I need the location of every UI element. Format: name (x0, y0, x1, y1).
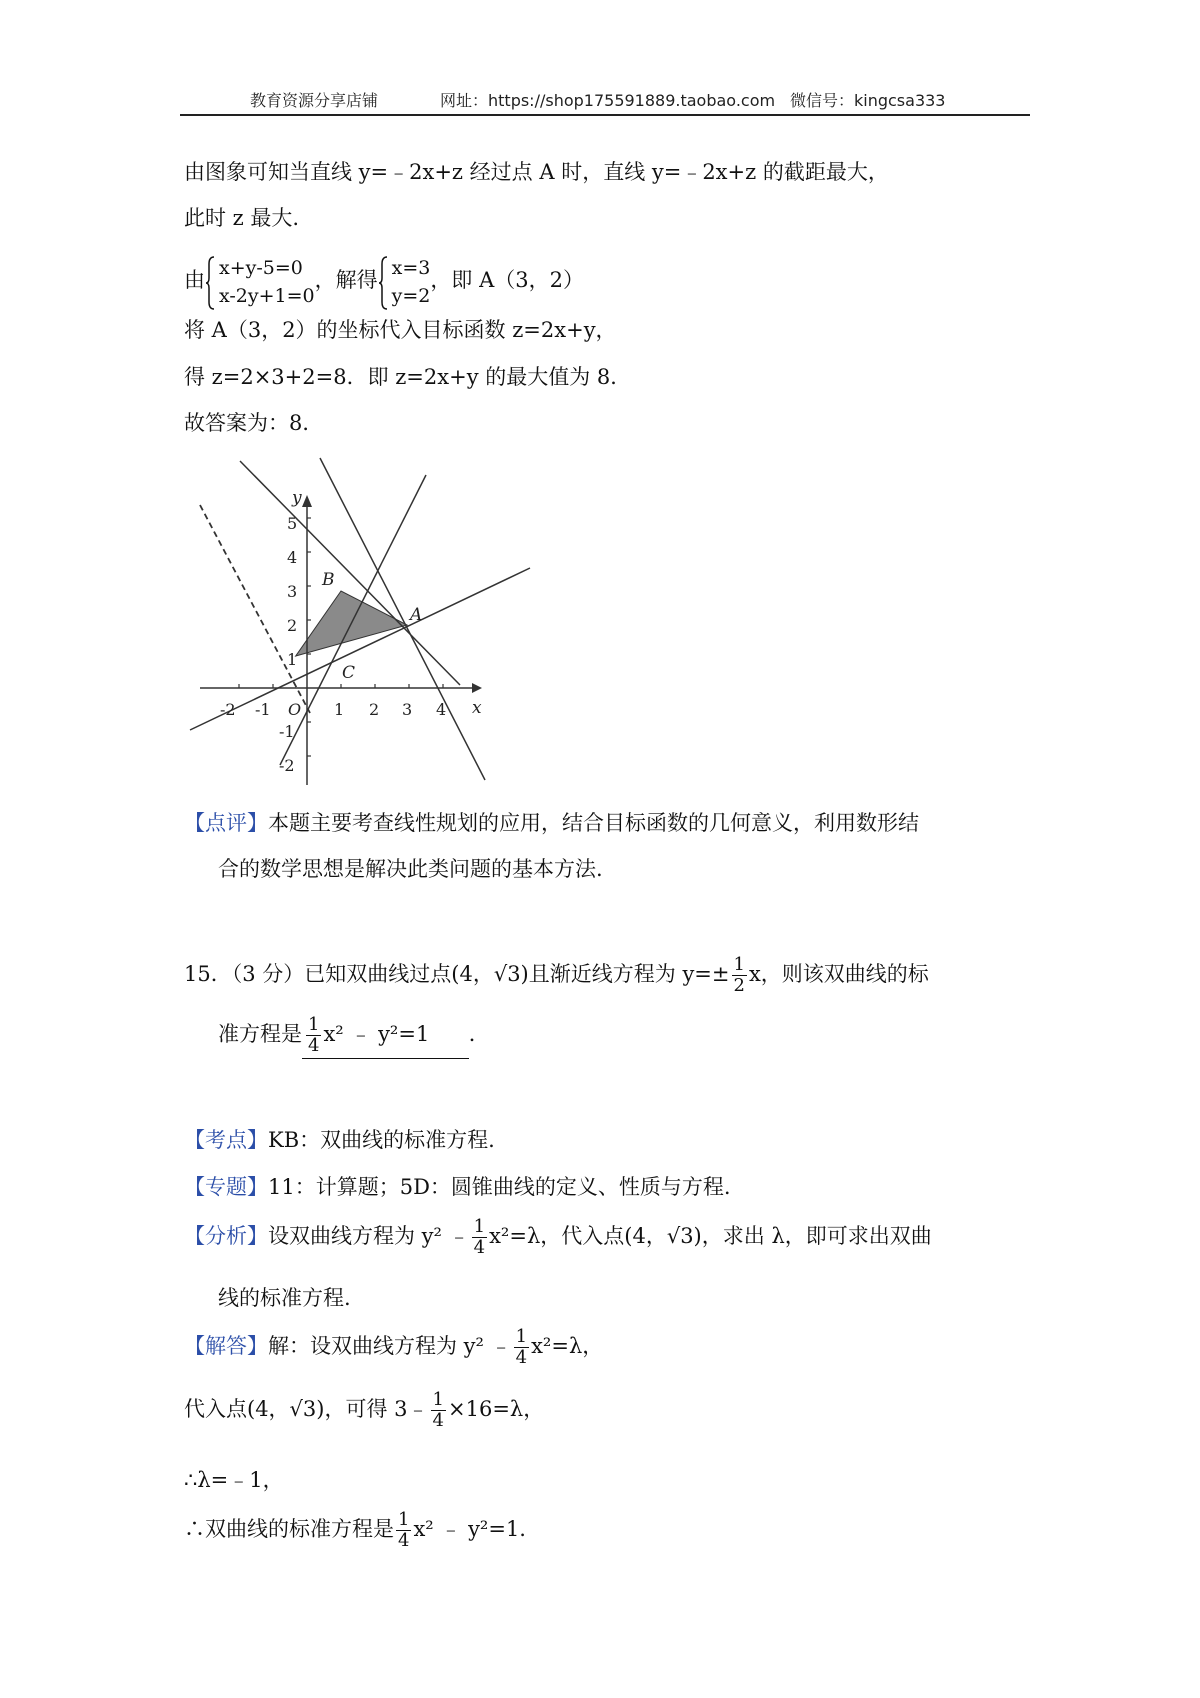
fraction-numerator: 1 (733, 954, 745, 975)
y-axis-label: y (292, 488, 302, 508)
q15-line-2 (218, 1010, 490, 1059)
jieda-pre: 解：设双曲线方程为 y² ﹣ (268, 1334, 512, 1358)
sol-line-3-mid: ，解得 (314, 268, 378, 292)
header-url: 网址：https://shop175591889.taobao.com (440, 91, 776, 110)
kaodian-tag: 【考点】 (184, 1128, 268, 1152)
answer-blank (302, 1010, 469, 1059)
zhuanti-text: 11：计算题；5D：圆锥曲线的定义、性质与方程. (268, 1175, 731, 1199)
jieda-tag: 【解答】 (184, 1334, 268, 1358)
fraction-denominator: 4 (308, 1035, 320, 1056)
jieda-line-2 (184, 1385, 544, 1433)
line-target-dashed (200, 505, 310, 713)
q15-mid: 且渐近线方程为 y=± (528, 962, 730, 986)
y-tick-label: 5 (287, 514, 298, 533)
fraction-denominator: 4 (473, 1237, 486, 1258)
fraction-denominator: 4 (398, 1530, 410, 1551)
sys1-eq-b: x-2y+1=0 (219, 284, 315, 307)
x-tick-label: -1 (255, 700, 271, 719)
sol-line-1: 由图象可知当直线 y=﹣2x+z 经过点 A 时，直线 y=﹣2x+z 的截距最大， (184, 160, 889, 184)
header-shop: 教育资源分享店铺 (250, 91, 379, 110)
line-y-2x-1 (280, 475, 426, 765)
equation-system-2 (378, 254, 431, 310)
zhuanti-line (184, 1172, 731, 1202)
y-tick-label: 4 (287, 548, 298, 567)
comment-text-1: 本题主要考查线性规划的应用，结合目标函数的几何意义，利用数形结 (268, 811, 919, 835)
kaodian-line (184, 1125, 495, 1155)
x-tick-label: 3 (402, 700, 413, 719)
comment-line-2: 合的数学思想是解决此类问题的基本方法. (218, 857, 603, 881)
zhuanti-tag: 【专题】 (184, 1175, 268, 1199)
point-label-c: C (342, 663, 356, 683)
y-tick-label: 1 (287, 650, 298, 669)
jieda-l4-post: x² ﹣ y²=1. (413, 1517, 526, 1541)
sol-line-2: 此时 z 最大. (184, 206, 300, 230)
sol-line-4: 将 A（3，2）的坐标代入目标函数 z=2x+y， (184, 318, 617, 342)
equation-system-1 (205, 254, 315, 310)
jieda-l2-point: (4，√3) (247, 1397, 325, 1421)
sys2-eq-b: y=2 (391, 284, 431, 307)
fraction-numerator: 1 (473, 1216, 486, 1237)
sol-line-6: 故答案为：8． (184, 411, 324, 435)
jieda-l2-pre: 代入点 (184, 1397, 247, 1421)
header-wechat: 微信号：kingcsa333 (790, 91, 946, 110)
q15-prefix: 15．（3 分）已知双曲线过点 (184, 962, 452, 986)
graph-lines (190, 458, 530, 780)
fenxi-mid: x²=λ，代入点 (489, 1224, 625, 1248)
jieda-l2-fraction (431, 1390, 446, 1431)
fenxi-point: (4，√3) (624, 1224, 702, 1248)
x-tick-label: 1 (334, 700, 345, 719)
line-x-plus-y-5 (240, 461, 460, 685)
q15-point: (4，√3) (451, 962, 529, 986)
x-axis-label: x (472, 698, 482, 718)
q15-fraction (732, 955, 747, 996)
x-tick-label: 2 (369, 700, 380, 719)
point-label-b: B (322, 570, 335, 590)
fenxi-line-1 (184, 1212, 932, 1260)
x-axis-arrow-icon (472, 683, 482, 693)
jieda-line-4 (184, 1505, 526, 1553)
comment-tag: 【点评】 (184, 811, 268, 835)
q15-line-1 (184, 950, 929, 998)
fraction-denominator: 4 (432, 1410, 444, 1431)
origin-label: O (288, 700, 302, 719)
fenxi-line-2: 线的标准方程. (218, 1286, 351, 1310)
fenxi-pre: 设双曲线方程为 y² ﹣ (268, 1224, 470, 1248)
q15-l2-end: ． (468, 1022, 490, 1046)
jieda-l2-mid: ，可得 3﹣ (324, 1397, 429, 1421)
jieda-line-1 (184, 1322, 603, 1370)
kaodian-text: KB：双曲线的标准方程. (268, 1128, 495, 1152)
y-tick-label: 2 (287, 616, 298, 635)
jieda-l4-pre: ∴双曲线的标准方程是 (184, 1517, 394, 1541)
jieda-fraction (514, 1327, 529, 1368)
fenxi-fraction (472, 1217, 487, 1258)
y-axis-arrow-icon (302, 495, 312, 507)
x-tick-label: 4 (436, 700, 447, 719)
answer-fraction (306, 1015, 321, 1056)
page-header (180, 84, 1030, 116)
comment-line-1 (184, 808, 919, 838)
brace-icon (205, 256, 215, 310)
sol-line-3 (184, 252, 584, 310)
sol-line-5: 得 z=2×3+2=8．即 z=2x+y 的最大值为 8． (184, 365, 632, 389)
fenxi-post: ，求出 λ，即可求出双曲 (701, 1224, 932, 1248)
jieda-line-3: ∴λ=﹣1， (184, 1468, 284, 1492)
fenxi-tag: 【分析】 (184, 1224, 268, 1248)
answer-text: x² ﹣ y²=1 (323, 1022, 430, 1046)
fraction-numerator: 1 (515, 1326, 528, 1347)
y-tick-label: 3 (287, 582, 298, 601)
x-tick-label: -2 (220, 700, 236, 719)
jieda-post: x²=λ， (531, 1334, 604, 1358)
fraction-denominator: 4 (515, 1347, 528, 1368)
fraction-numerator: 1 (398, 1509, 410, 1530)
jieda-l2-post: ×16=λ， (448, 1397, 545, 1421)
sys1-eq-a: x+y-5=0 (219, 256, 303, 279)
sys2-eq-a: x=3 (391, 256, 431, 279)
linear-programming-graph (180, 455, 540, 795)
point-label-a: A (410, 605, 423, 625)
brace-icon (378, 256, 388, 310)
sol-line-3-post: ，即 A（3，2） (430, 268, 584, 292)
fraction-numerator: 1 (308, 1014, 320, 1035)
jieda-l4-fraction (396, 1510, 411, 1551)
y-tick-label: -2 (279, 756, 295, 775)
q15-l2-pre: 准方程是 (218, 1022, 302, 1046)
fraction-denominator: 2 (733, 975, 745, 996)
q15-post: x，则该双曲线的标 (748, 962, 929, 986)
sol-line-3-pre: 由 (184, 268, 205, 292)
fraction-numerator: 1 (432, 1389, 444, 1410)
y-tick-label: -1 (279, 722, 295, 741)
